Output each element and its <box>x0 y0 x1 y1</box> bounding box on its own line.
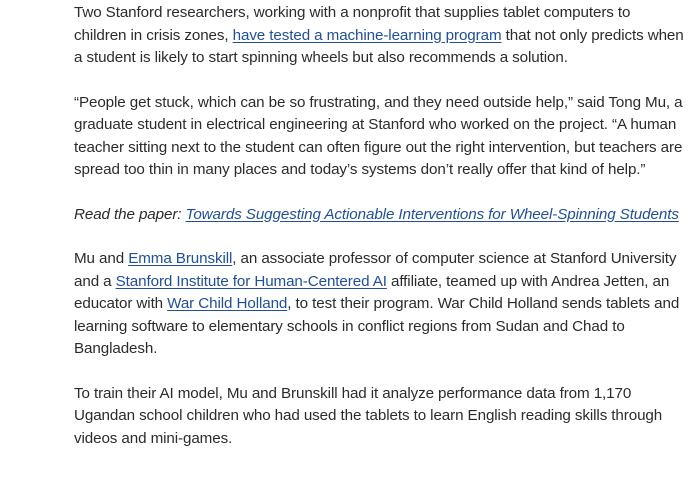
paragraph-intro <box>74 2 684 70</box>
emma-brunskill-link[interactable]: Emma Brunskill <box>128 250 233 267</box>
paragraph-training: To train their AI model, Mu and Brunskill had it analyze performance data from 1,170 Ugandan school children who had used the tablets to learn English reading skills through videos and mini-games. <box>74 384 663 447</box>
read-paper-label: Read the paper: <box>74 205 186 223</box>
paragraph-text: , an associate professor of computer science at Stanford University and a <box>74 250 677 290</box>
hai-link[interactable]: Stanford Institute for Human-Centered AI <box>115 272 387 290</box>
paragraph-text: affiliate, teamed up with Andrea Jetten, an educator with <box>74 272 670 312</box>
machine-learning-program-link[interactable]: have tested a machine-learning program <box>232 26 502 44</box>
paragraph-text: , to test their program. War Child Holland sends tablets and learning software to elementary schools in conflict regions from Sudan and Chad to Bangladesh. <box>74 295 680 357</box>
war-child-holland-link[interactable]: War Child Holland <box>167 295 288 312</box>
paragraph-text: that not only predicts when a student is likely to start spinning wheels but also recommends a solution. <box>74 26 684 66</box>
paragraph-team <box>74 248 684 361</box>
paragraph-quote: “People get stuck, which can be so frustrating, and they need outside help,” said Tong Mu, a graduate student in electrical engineering at Stanford who worked on the project. “A human teacher sitting next to the student can often figure out the right intervention, but teachers are spread too thin in many places and today’s systems don’t really offer that kind of help.” <box>74 93 683 178</box>
paragraph-text: Mu and <box>74 250 129 267</box>
read-the-paper <box>74 204 684 227</box>
article-body <box>74 2 684 472</box>
paragraph-text: Two Stanford researchers, working with a nonprofit that supplies tablet computers to children in crisis zones, <box>74 4 631 44</box>
paper-link[interactable]: Towards Suggesting Actionable Interventions for Wheel-Spinning Students <box>185 205 679 223</box>
